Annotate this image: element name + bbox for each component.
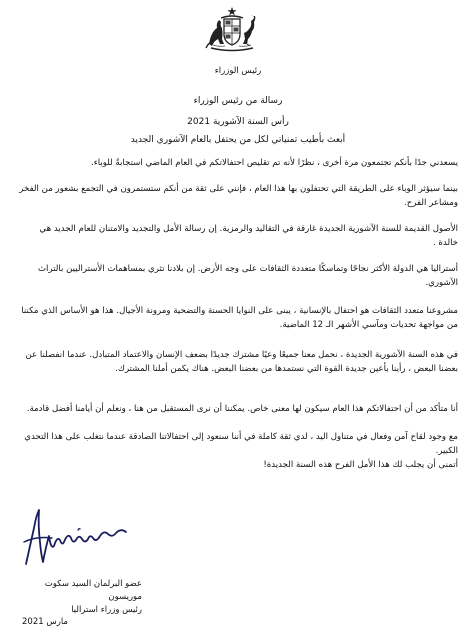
signature-icon: [16, 506, 136, 568]
signature-block: [22, 578, 142, 617]
paragraph-2: بينما سيؤثر الوباء على الطريقة التي تحتفلون بها هذا العام ، فإنني على ثقة من أنكم ستستمرون في التجمع بشعور من الفخر ومشاعر الفرح.: [19, 184, 458, 208]
paragraph-7: أنا متأكد من أن احتفالاتكم هذا العام سيكون لها معنى خاص. يمكننا أن نرى المستقبل من هنا ، ونعلم أن أيامنا أفضل قادمة.: [26, 404, 458, 414]
paragraph-6: في هذه السنة الآشورية الجديدة ، نحمل معنا جميعًا وعيًا مشترك جديدًا بضعف الإنسان والاعتماد المتبادل. عندما انفصلنا عن بعضنا البعض ، رأينا بأعين جديدة القوة التي نستمدها من بعضنا البعض. هناك يكمن أملنا المشترك.: [25, 350, 458, 374]
paragraph-5: مشروعنا متعدد الثقافات هو احتفال بالإنسانية ، يبنى على النوايا الحسنة والتضحية ومرونة الأجيال. هذا هو الأساس الذي مكننا من مواجهة تحديات ومآسي الأشهر الـ 12 الماضية.: [21, 306, 458, 330]
letter-title: رأس السنة الآشورية 2021: [187, 117, 289, 127]
paragraph-3: الأصول القديمة للسنة الآشورية الجديدة غارقة في التقاليد والرمزية. إن رسالة الأمل والتجديد والامتنان للعام الجديد هي خالدة .: [39, 224, 458, 248]
coat-of-arms-icon: [203, 6, 261, 52]
paragraph-4: أستراليا هي الدولة الأكثر نجاحًا وتماسكًا متعددة الثقافات على وجه الأرض. إن بلادنا تثري بمساهمات الأستراليين بالتراث الآشوري.: [37, 264, 458, 288]
letter-subtitle: رسالة من رئيس الوزراء: [193, 96, 283, 106]
letter-greeting: أبعث بأطيب تمنياتي لكل من يحتفل بالعام الآشوري الجديد: [130, 135, 346, 145]
letter-date: مارس 2021: [22, 617, 68, 627]
paragraph-8: مع وجود لقاح آمن وفعال في متناول اليد ، لدي ثقة كاملة في أننا سنعود إلى احتفالاتنا الصادقة عندما نتغلب على هذا التحدي الكبير.: [24, 432, 458, 456]
signatory-name: عضو البرلمان السيد سكوت موريسون: [44, 579, 142, 602]
signatory-role: رئيس وزراء استراليا: [71, 605, 142, 615]
paragraph-9: أتمنى أن يجلب لك هذا الأمل الفرح هذه السنة الجديدة!: [263, 460, 458, 470]
paragraph-1: يسعدني جدًا بأنكم تجتمعون مرة أخرى ، نظرًا لأنه تم تقليص احتفالاتكم في العام الماضي استجابةً للوباء.: [91, 158, 458, 168]
office-label: رئيس الوزراء: [214, 66, 262, 76]
